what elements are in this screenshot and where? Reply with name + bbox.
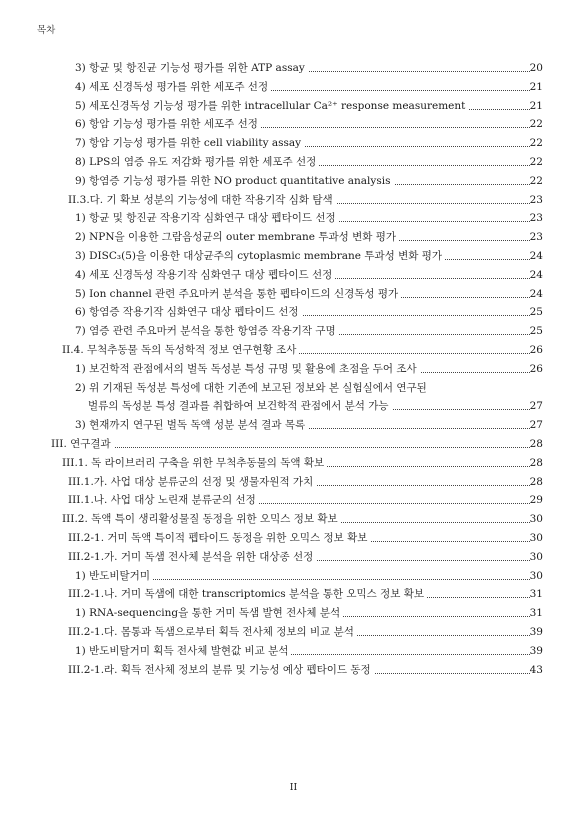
toc-entry[interactable] bbox=[0, 98, 587, 114]
toc-entry-title: III.2-1.나. 거미 독샘에 대한 transcriptomics 분석을 통한 오믹스 정보 확보 bbox=[68, 586, 427, 602]
toc-entry-title: III.1. 독 라이브러리 구축을 위한 무척추동물의 독액 확보 bbox=[62, 455, 327, 471]
toc-entry[interactable] bbox=[0, 342, 587, 358]
toc-entry-title: 5) 세포신경독성 기능성 평가를 위한 intracellular Ca²⁺ response measurement bbox=[75, 98, 468, 114]
toc-entry-title: 3) 현재까지 연구된 벌독 독액 성분 분석 결과 목록 bbox=[75, 417, 308, 433]
toc-entry-title: 1) 반도비탈거미 bbox=[75, 568, 153, 584]
toc-entry-page: 30 bbox=[529, 532, 543, 544]
toc-entry[interactable] bbox=[0, 192, 587, 208]
toc-entry-title: 1) 반도비탈거미 획득 전사체 발현값 비교 분석 bbox=[75, 643, 291, 659]
toc-entry-page: 22 bbox=[529, 156, 543, 168]
toc-entry[interactable] bbox=[0, 229, 587, 245]
toc-entry-page: 24 bbox=[529, 268, 543, 281]
toc-entry-page: 43 bbox=[529, 663, 543, 676]
toc-dot-leader bbox=[51, 436, 530, 448]
toc-entry[interactable] bbox=[0, 549, 587, 565]
toc-entry[interactable] bbox=[0, 492, 587, 508]
toc-entry-page: 39 bbox=[529, 626, 543, 638]
toc-entry-title: 1) 항균 및 항진균 작용기작 심화연구 대상 펩타이드 선정 bbox=[75, 210, 339, 226]
toc-entry[interactable] bbox=[0, 116, 587, 132]
toc-entry-title: 1) 보건학적 관점에서의 벌독 독성분 특성 규명 및 활용에 초점을 두어 조사 bbox=[75, 361, 420, 377]
page-header: 목차 bbox=[37, 25, 56, 36]
toc-entry-title: III. 연구결과 bbox=[51, 436, 114, 452]
toc-entry-page: 22 bbox=[529, 174, 543, 187]
toc-entry[interactable] bbox=[0, 586, 587, 602]
toc-entry-title: II.4. 무척추동물 독의 독성학적 정보 연구현황 조사 bbox=[62, 342, 299, 358]
toc-entry-title: III.2-1.라. 획득 전사체 정보의 분류 및 기능성 예상 펩타이드 동정 bbox=[68, 662, 374, 678]
page-number-footer: II bbox=[289, 782, 298, 793]
toc-entry-title: II.3.다. 기 확보 성분의 기능성에 대한 작용기작 심화 탐색 bbox=[68, 192, 336, 208]
toc-entry[interactable] bbox=[0, 455, 587, 471]
toc-entry-title: 6) 항암 기능성 평가를 위한 세포주 선정 bbox=[75, 116, 261, 132]
toc-entry-page: 23 bbox=[529, 231, 543, 244]
toc-entry[interactable] bbox=[0, 662, 587, 678]
toc-entry[interactable] bbox=[0, 380, 587, 396]
toc-entry-title: 1) RNA-sequencing을 통한 거미 독샘 발현 전사체 분석 bbox=[75, 605, 343, 621]
toc-entry[interactable] bbox=[0, 643, 587, 659]
toc-entry[interactable] bbox=[0, 361, 587, 377]
toc-entry[interactable] bbox=[0, 248, 587, 264]
toc-entry-page: 28 bbox=[529, 456, 543, 469]
toc-entry-title: 2) NPN을 이용한 그람음성균의 outer membrane 투과성 변화 평가 bbox=[75, 229, 399, 245]
toc-entry-title: 4) 세포 신경독성 작용기작 심화연구 대상 펩타이드 선정 bbox=[75, 267, 335, 283]
toc-entry[interactable] bbox=[0, 624, 587, 640]
toc-entry-title: III.2-1.다. 몸통과 독샘으로부터 획득 전사체 정보의 비교 분석 bbox=[68, 624, 357, 640]
toc-entry[interactable] bbox=[0, 398, 587, 414]
toc-entry-page: 20 bbox=[529, 62, 543, 74]
toc-entry-title: 6) 항염증 작용기작 심화연구 대상 펩타이드 선정 bbox=[75, 304, 302, 320]
toc-entry[interactable] bbox=[0, 304, 587, 320]
toc-entry-page: 23 bbox=[529, 212, 543, 225]
toc-entry[interactable] bbox=[0, 474, 587, 490]
toc-entry-page: 29 bbox=[529, 494, 543, 507]
toc-entry-page: 31 bbox=[529, 588, 543, 601]
toc-entry-page: 30 bbox=[529, 513, 543, 526]
toc-entry[interactable] bbox=[0, 286, 587, 302]
toc-entry[interactable] bbox=[0, 530, 587, 546]
toc-entry[interactable] bbox=[0, 79, 587, 95]
toc-entry-page: 39 bbox=[529, 644, 543, 657]
toc-entry-title: 9) 항염증 기능성 평가를 위한 NO product quantitative analysis bbox=[75, 173, 394, 189]
toc-entry-page: 25 bbox=[529, 306, 543, 319]
toc-entry-page: 23 bbox=[529, 193, 543, 206]
toc-entry-page: 22 bbox=[529, 137, 543, 150]
toc-entry-page: 21 bbox=[529, 80, 543, 93]
toc-entry-page: 24 bbox=[529, 287, 543, 300]
toc-entry[interactable] bbox=[0, 568, 587, 584]
toc-entry-title: III.2-1. 거미 독액 특이적 펩타이드 동정을 위한 오믹스 정보 확보 bbox=[68, 530, 370, 546]
toc-entry-page: 22 bbox=[529, 118, 543, 131]
toc-entry-page: 26 bbox=[529, 362, 543, 375]
toc-entry-page: 28 bbox=[529, 475, 543, 488]
toc-entry-page: 24 bbox=[529, 250, 543, 262]
toc-entry-page: 26 bbox=[529, 344, 543, 356]
toc-entry[interactable] bbox=[0, 436, 587, 452]
toc-entry[interactable] bbox=[0, 511, 587, 527]
toc-entry-title: 7) 염증 관련 주요마커 분석을 통한 항염증 작용기작 구명 bbox=[75, 323, 339, 339]
toc-entry-page: 28 bbox=[529, 438, 543, 450]
toc-entry-page: 30 bbox=[529, 569, 543, 582]
toc-entry-title: 8) LPS의 염증 유도 저감화 평가를 위한 세포주 선정 bbox=[75, 154, 319, 170]
toc-entry-page: 27 bbox=[529, 400, 543, 413]
toc-entry-title: 벌류의 독성분 특성 결과를 취합하여 보건학적 관점에서 분석 가능 bbox=[88, 398, 392, 414]
toc-entry-page: 30 bbox=[529, 550, 543, 563]
toc-entry-title: 5) Ion channel 관련 주요마커 분석을 통한 펩타이드의 신경독성 평가 bbox=[75, 286, 401, 302]
toc-entry[interactable] bbox=[0, 60, 587, 76]
toc-entry-title: III.2. 독액 특이 생리활성물질 동정을 위한 오믹스 정보 확보 bbox=[62, 511, 341, 527]
toc-entry[interactable] bbox=[0, 210, 587, 226]
toc-entry-page: 27 bbox=[529, 419, 543, 432]
toc-entry-title: 2) 위 기재된 독성분 특성에 대한 기존에 보고된 정보와 본 실험실에서 연구된 bbox=[75, 380, 430, 396]
toc-entry-page: 31 bbox=[529, 607, 543, 620]
toc-entry-title: 7) 항암 기능성 평가를 위한 cell viability assay bbox=[75, 135, 304, 151]
toc-entry-title: 3) 항균 및 항진균 기능성 평가를 위한 ATP assay bbox=[75, 60, 308, 76]
toc-entry-title: III.1.나. 사업 대상 노린재 분류군의 선정 bbox=[68, 492, 259, 508]
toc-entry-page: 21 bbox=[529, 99, 543, 112]
toc-entry-title: III.2-1.가. 거미 독샘 전사체 분석을 위한 대상종 선정 bbox=[68, 549, 316, 565]
toc-entry-title: 4) 세포 신경독성 평가를 위한 세포주 선정 bbox=[75, 79, 271, 95]
toc-entry[interactable] bbox=[0, 135, 587, 151]
toc-entry[interactable] bbox=[0, 323, 587, 339]
toc-entry[interactable] bbox=[0, 173, 587, 189]
toc-entry[interactable] bbox=[0, 154, 587, 170]
toc-entry[interactable] bbox=[0, 267, 587, 283]
toc-entry[interactable] bbox=[0, 417, 587, 433]
toc-entry-title: 3) DISC₃(5)을 이용한 대상균주의 cytoplasmic membrane 투과성 변화 평가 bbox=[75, 248, 445, 264]
toc-entry-page: 25 bbox=[529, 325, 543, 338]
toc-entry[interactable] bbox=[0, 605, 587, 621]
toc-entry-title: III.1.가. 사업 대상 분류군의 선정 및 생물자원적 가치 bbox=[68, 474, 316, 490]
